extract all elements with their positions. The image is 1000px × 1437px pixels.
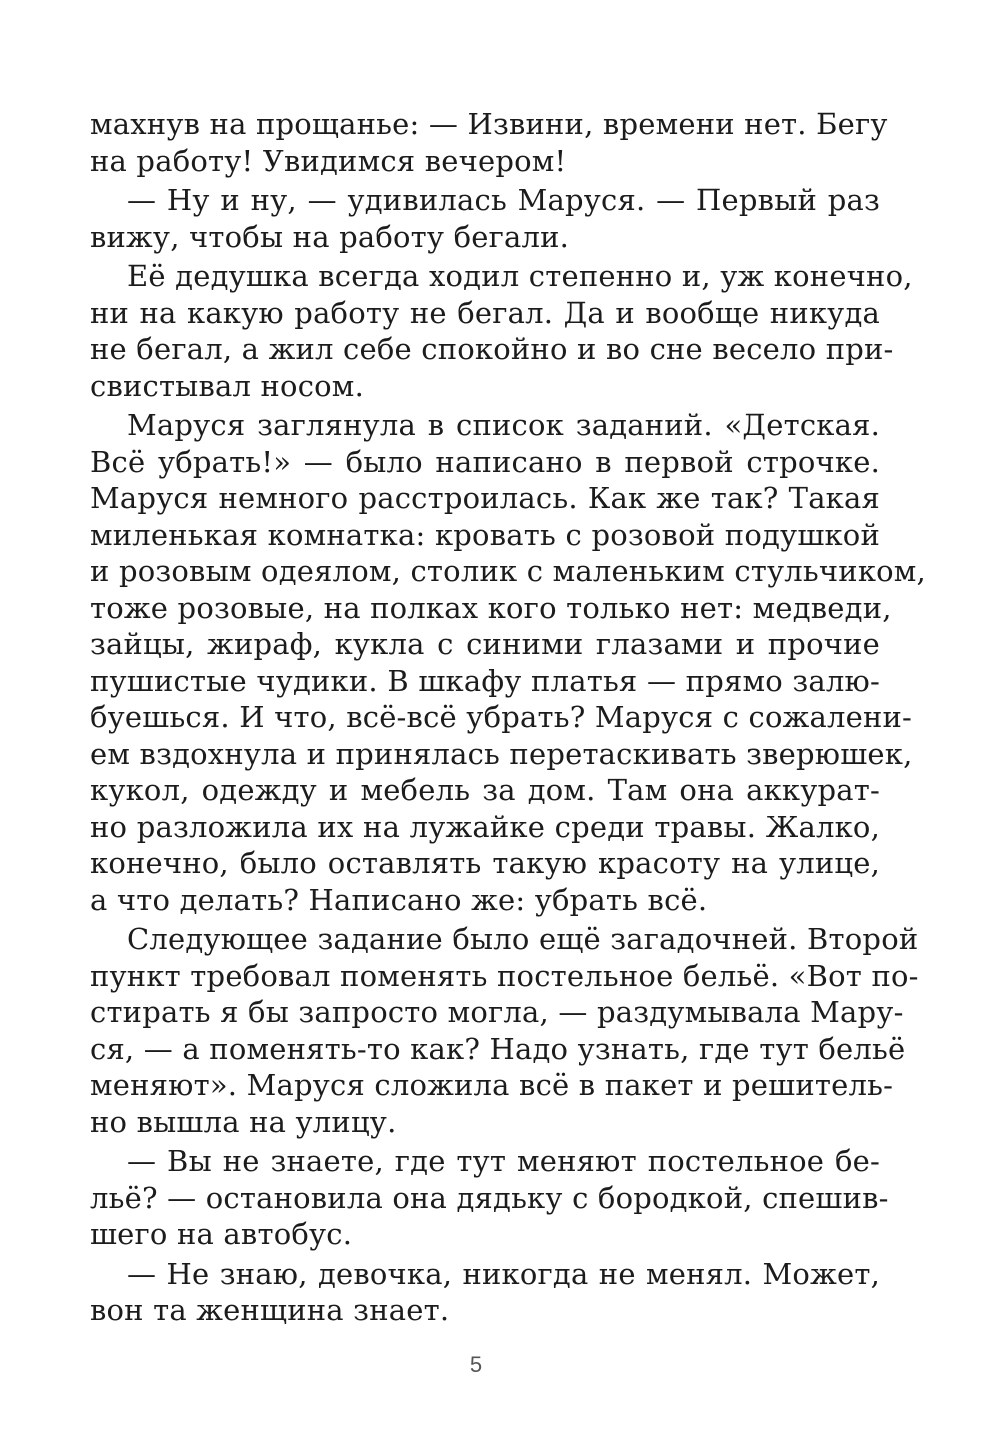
text-line: махнув на прощанье: — Извини, времени нет. Бегу bbox=[90, 107, 888, 141]
text-line: льё? — остановила она дядьку с бородкой, спешив- bbox=[90, 1180, 889, 1215]
page-number: 5 bbox=[469, 1352, 483, 1377]
text-line: а что делать? Написано же: убрать всё. bbox=[90, 882, 708, 917]
text-line: стирать я бы запросто могла, — раздумывала Мару- bbox=[90, 995, 904, 1029]
text-line: но разложила их на лужайке среди травы. Жалко, bbox=[90, 809, 880, 844]
text-line: миленькая комнатка: кровать с розовой подушкой bbox=[90, 517, 880, 552]
text-line: шего на автобус. bbox=[90, 1217, 353, 1251]
text-line: зайцы, жираф, кукла с синими глазами и прочие bbox=[90, 627, 880, 661]
text-line: вижу, чтобы на работу бегали. bbox=[90, 219, 570, 254]
text-line: — Не знаю, девочка, никогда не менял. Может, bbox=[127, 1256, 880, 1291]
text-line: но вышла на улицу. bbox=[90, 1104, 397, 1139]
text-line: — Ну и ну, — удивилась Маруся. — Первый раз bbox=[127, 183, 880, 217]
text-line: кукол, одежду и мебель за дом. Там она аккурат- bbox=[90, 773, 880, 807]
text-line: Маруся заглянула в список заданий. «Детская. bbox=[127, 408, 880, 442]
text-line: ни на какую работу не бегал. Да и вообще никуда bbox=[90, 295, 880, 330]
text-line: тоже розовые, на полках кого только нет: медведи, bbox=[90, 590, 892, 625]
text-line: меняют». Маруся сложила всё в пакет и решитель- bbox=[90, 1068, 894, 1102]
text-line: Маруся немного расстроилась. Как же так? Такая bbox=[90, 481, 880, 515]
text-line: вон та женщина знает. bbox=[90, 1293, 450, 1327]
body-text bbox=[90, 106, 926, 1329]
text-line: пушистые чудики. В шкафу платья — прямо залю- bbox=[90, 663, 880, 698]
text-line: — Вы не знаете, где тут меняют постельное бе- bbox=[127, 1144, 880, 1178]
text-line: на работу! Увидимся вечером! bbox=[90, 143, 567, 178]
text-line: ем вздохнула и принялась перетаскивать зверюшек, bbox=[90, 736, 913, 771]
text-line: Всё убрать!» — было написано в первой строчке. bbox=[90, 444, 880, 479]
text-line: буешься. И что, всё-всё убрать? Маруся с сожалени- bbox=[90, 700, 913, 734]
text-line: Следующее задание было ещё загадочней. Второй bbox=[127, 922, 919, 956]
text-line: ся, — а поменять-то как? Надо узнать, где тут бельё bbox=[90, 1031, 906, 1066]
text-line: пункт требовал поменять постельное бельё. «Вот по- bbox=[90, 958, 919, 993]
text-line: свистывал носом. bbox=[90, 368, 364, 403]
text-line: конечно, было оставлять такую красоту на улице, bbox=[90, 846, 880, 880]
text-line: и розовым одеялом, столик с маленьким стульчиком, bbox=[90, 554, 926, 588]
text-line: не бегал, а жил себе спокойно и во сне весело при- bbox=[90, 332, 894, 366]
text-line: Её дедушка всегда ходил степенно и, уж конечно, bbox=[127, 259, 913, 293]
